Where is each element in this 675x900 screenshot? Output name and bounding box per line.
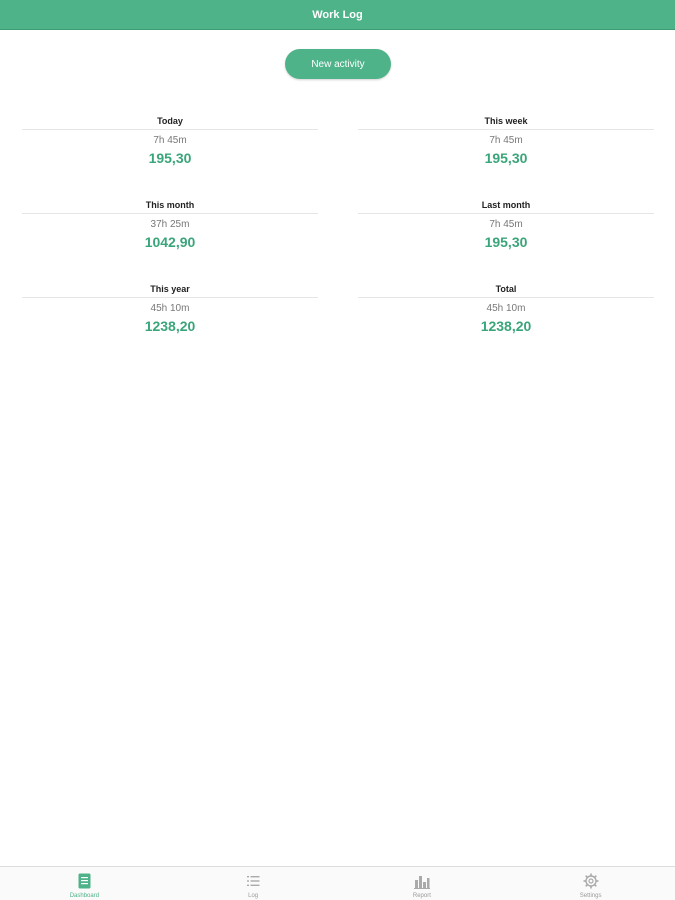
stat-amount: 1238,20 (480, 318, 532, 334)
stat-amount: 1042,90 (144, 234, 196, 250)
divider (22, 213, 318, 214)
list-icon (245, 872, 261, 890)
stat-label: Today (157, 116, 183, 126)
tab-label: Settings (579, 893, 602, 899)
page-title: Work Log (312, 8, 363, 21)
stat-label: This month (145, 200, 195, 210)
tab-label: Dashboard (69, 893, 100, 899)
divider (22, 297, 318, 298)
gear-icon (583, 872, 599, 890)
stat-label: Last month (481, 200, 531, 210)
stat-amount: 195,30 (148, 150, 192, 166)
divider (358, 129, 654, 130)
stat-last-month (358, 197, 654, 252)
divider (358, 213, 654, 214)
stat-this-year (22, 281, 318, 336)
tab-label: Log (248, 893, 259, 899)
stat-label: This week (484, 116, 528, 126)
tab-log[interactable] (169, 867, 338, 900)
divider (22, 129, 318, 130)
stat-hours: 45h 10m (486, 303, 526, 314)
stat-this-week (358, 113, 654, 168)
app-header (0, 0, 675, 30)
stat-today (22, 113, 318, 168)
dashboard-icon (76, 872, 92, 890)
tab-report[interactable] (338, 867, 507, 900)
divider (358, 297, 654, 298)
stat-hours: 7h 45m (153, 135, 187, 146)
stat-amount: 1238,20 (144, 318, 196, 334)
stat-hours: 45h 10m (150, 303, 190, 314)
stat-label: Total (495, 284, 517, 294)
stat-this-month (22, 197, 318, 252)
stat-amount: 195,30 (484, 234, 528, 250)
bar-chart-icon (414, 872, 430, 890)
new-activity-button[interactable]: New activity (285, 49, 391, 79)
tab-label: Report (412, 893, 431, 899)
stat-total (358, 281, 654, 336)
stat-hours: 7h 45m (489, 219, 523, 230)
stat-amount: 195,30 (484, 150, 528, 166)
stat-hours: 37h 25m (150, 219, 190, 230)
bottom-tab-bar (0, 866, 675, 900)
stat-hours: 7h 45m (489, 135, 523, 146)
tab-settings[interactable] (506, 867, 675, 900)
tab-dashboard[interactable] (0, 867, 169, 900)
stat-label: This year (150, 284, 190, 294)
